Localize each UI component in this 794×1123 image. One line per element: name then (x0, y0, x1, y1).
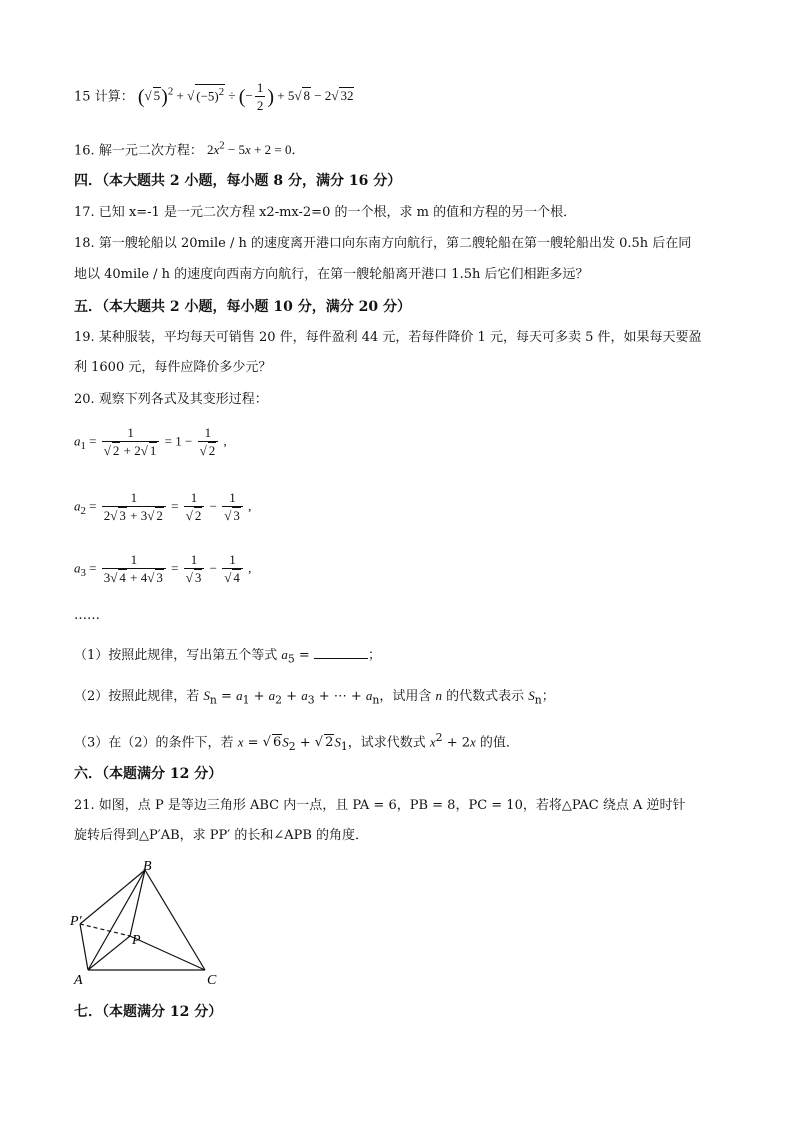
question-18-line-2: 地以 40mile / h 的速度向西南方向航行，在第一艘轮船离开港口 1.5h 后它们相距多远？ (74, 267, 589, 282)
formula-a1: $a_1$ = 1 √ 2 + 2√ 1 = 1 − 1 √ 2 , (74, 425, 227, 460)
segment-CP (130, 936, 205, 970)
segment-AP (88, 936, 130, 970)
section-6-heading: 六．（本题满分 12 分） (74, 766, 223, 782)
question-15 (74, 80, 354, 115)
label-P-prime: P′ (70, 914, 82, 929)
question-15-number: 15 (74, 89, 91, 105)
segment-APp (80, 924, 88, 970)
section-7-heading: 七．（本题满分 12 分） (74, 1004, 223, 1020)
question-20-part-2: （2）按照此规律，若 $S_n = a_1 + a_2 + a_3$ + ⋯ + $a_n$，试用含 n 的代数式表示 $S_n$； (74, 688, 555, 707)
segment-BPp (80, 870, 145, 924)
segment-BC (145, 870, 205, 970)
question-16-number: 16. (74, 143, 95, 159)
question-21-line-1: 21. 如图，点 P 是等边三角形 ABC 内一点，且 PA = 6，PB = 8，PC = 10，若将△PAC 绕点 A 逆时针 (74, 798, 686, 813)
formula-a3: $a_3$ = $\frac{1}{3√ 4 + 4√ 3}$ = 1 √ 3 − 1 √ 4 , (74, 552, 251, 587)
question-20-part-1: （1）按照此规律，写出第五个等式 $a_5$ = ； (74, 647, 381, 666)
label-C: C (207, 973, 217, 988)
question-15-label: 计算： (94, 89, 134, 105)
question-20-intro: 20. 观察下列各式及其变形过程： (74, 392, 268, 407)
question-16 (74, 136, 304, 161)
question-17: 17. 已知 x=-1 是一元二次方程 x2-mx-2=0 的一个根，求 m 的值和方程的另一个根． (74, 205, 577, 220)
question-18-line-1: 18. 第一艘轮船以 20mile / h 的速度离开港口向东南方向航行，第二艘轮船在第一艘轮船出发 0.5h 后在同 (74, 236, 692, 251)
answer-blank[interactable] (314, 645, 368, 659)
label-P: P (132, 933, 141, 948)
question-16-expression: $2x^2 - 5x + 2 = 0$． (206, 140, 305, 158)
triangle-figure (70, 858, 230, 988)
question-20-part-3: （3）在（2）的条件下，若 x = √ $6S_2$ + √ $2S_1$，试求代数式 $x^2 + 2x$ 的值． (74, 728, 519, 757)
question-21-line-2: 旋转后得到△P′AB，求 PP′ 的长和∠APB 的角度． (74, 828, 369, 843)
question-15-expression: (√ 5)$^2$ + √ $(-5)^2$ ÷ (− $\frac{1}{2}$ ) + 5√ 8 − 2√ 32 (138, 88, 355, 103)
question-19-line-2: 利 1600 元，每件应降价多少元？ (74, 360, 272, 375)
section-4-heading: 四．（本大题共 2 小题，每小题 8 分，满分 16 分） (74, 173, 402, 189)
question-19-line-1: 19. 某种服装，平均每天可销售 20 件，每件盈利 44 元，若每件降价 1 元，每天可多卖 5 件，如果每天要盈 (74, 330, 702, 345)
label-B: B (143, 859, 152, 874)
label-A: A (74, 973, 83, 988)
ellipsis: …… (74, 608, 100, 623)
question-16-label: 解一元二次方程： (98, 143, 203, 159)
section-5-heading: 五．（本大题共 2 小题，每小题 10 分，满分 20 分） (74, 299, 411, 315)
formula-a2: $a_2$ = $\frac{1}{2√ 3 + 3√ 2}$ = 1 √ 2 − 1 √ 3 , (74, 490, 251, 525)
segment-AB (88, 870, 145, 970)
segment-PPp-dashed (80, 924, 130, 936)
